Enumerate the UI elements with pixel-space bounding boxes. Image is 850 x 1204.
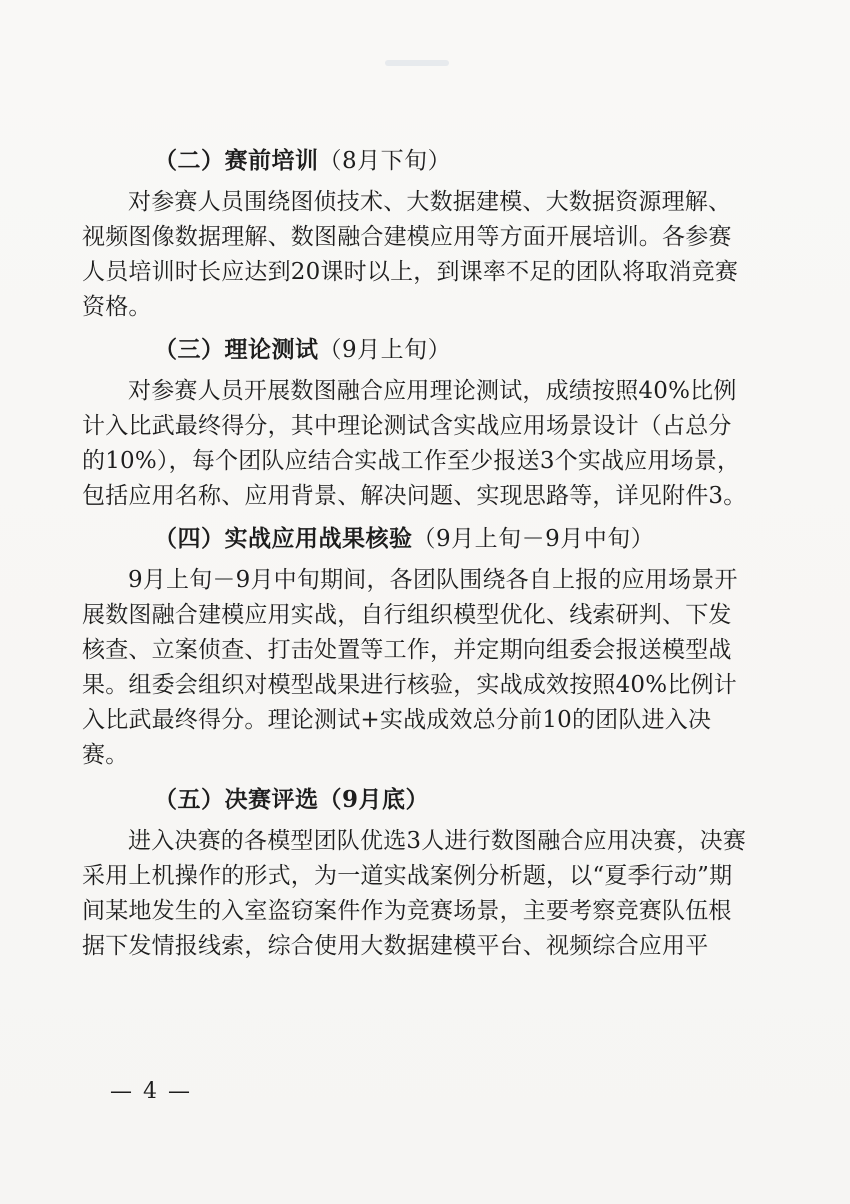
heading-title: （三）理论测试 (154, 336, 319, 363)
heading-title: （四）实战应用战果核验 (154, 525, 413, 552)
section-body-final: 进入决赛的各模型团队优选3人进行数图融合应用决赛，决赛采用上机操作的形式，为一道实战案例分析题，以“夏季行动”期间某地发生的入室盗窃案件作为竞赛场景，主要考察竞赛队伍根据下发情报线索，综合使用大数据建模平台、视频综合应用平 (82, 828, 747, 959)
section-body-theory-test: 对参赛人员开展数图融合应用理论测试，成绩按照40%比例计入比武最终得分，其中理论测试含实战应用场景设计（占总分的10%），每个团队应结合实战工作至少报送3个实战应用场景，包括应用名称、应用背景、解决问题、实现思路等，详见附件3。 (82, 378, 747, 509)
heading-date: （8月下旬） (318, 148, 452, 174)
section-heading-training (82, 145, 754, 177)
section-heading-final (82, 784, 754, 816)
section-heading-verification (82, 523, 754, 555)
page-number: — 4 — (110, 1079, 192, 1104)
section-heading-theory-test (82, 334, 754, 366)
section-body-training: 对参赛人员围绕图侦技术、大数据建模、大数据资源理解、视频图像数据理解、数图融合建模应用等方面开展培训。各参赛人员培训时长应达到20课时以上，到课率不足的团队将取消竞赛资格。 (82, 189, 739, 320)
heading-date: （9月上旬） (318, 337, 452, 363)
section-body-verification: 9月上旬－9月中旬期间，各团队围绕各自上报的应用场景开展数图融合建模应用实战，自行组织模型优化、线索研判、下发核查、立案侦查、打击处置等工作，并定期向组委会报送模型战果。组委会组织对模型战果进行核验，实战成效按照40%比例计入比武最终得分。理论测试+实战成效总分前10的团队进入决赛。 (82, 567, 738, 768)
heading-title: （五）决赛评选（9月底） (154, 786, 430, 813)
heading-date: （9月上旬－9月中旬） (412, 526, 655, 552)
heading-title: （二）赛前培训 (154, 147, 319, 174)
scan-mark (385, 60, 449, 66)
document-body (82, 145, 754, 964)
